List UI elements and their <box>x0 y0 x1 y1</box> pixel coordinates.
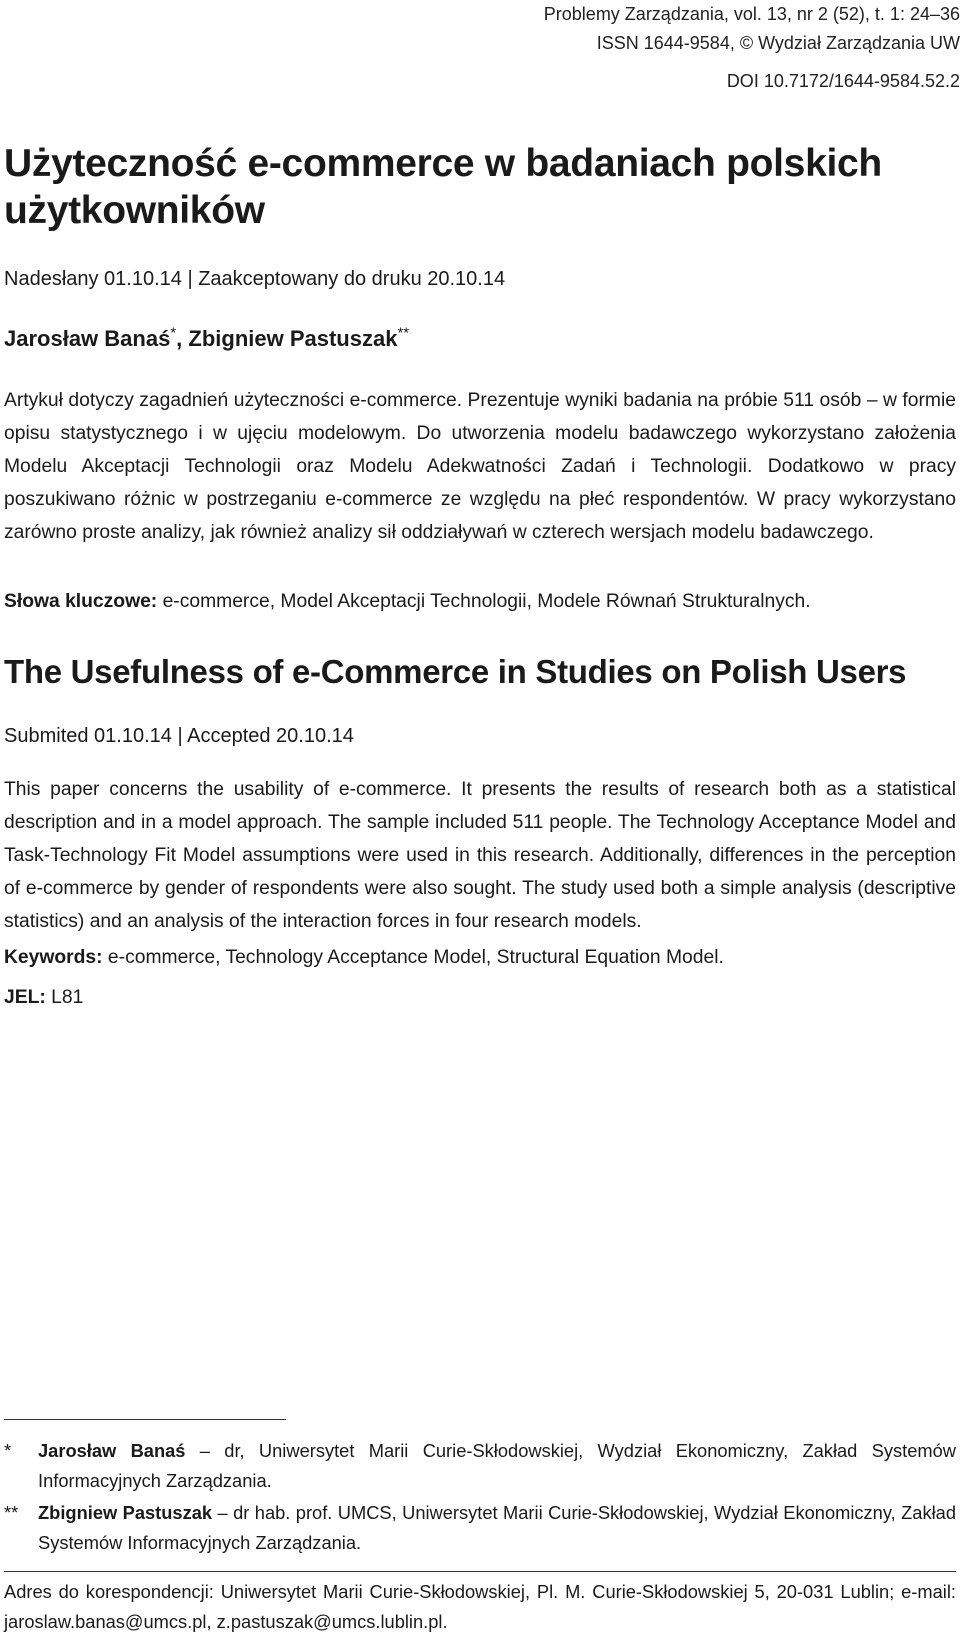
address-divider <box>4 1571 956 1572</box>
abstract-english: This paper concerns the usability of e-commerce. It presents the results of research both as a statistical description and in a model approach. The sample included 511 people. The Technology Acceptance Model and Task-Technology Fit Model assumptions were used in this research. Additionally, differences in the perception of e-commerce by gender of respondents were also sought. The study used both a simple analysis (descriptive statistics) and an analysis of the interaction forces in four research models. <box>4 779 956 932</box>
footnote-text <box>38 1498 956 1558</box>
author-banas: Jarosław Banaś <box>4 326 171 351</box>
title-english: The Usefulness of e-Commerce in Studies on Polish Users <box>4 653 907 690</box>
authors-line <box>4 324 409 354</box>
journal-citation: Problemy Zarządzania, vol. 13, nr 2 (52), t. 1: 24–36 <box>543 4 960 24</box>
keywords-polish-label: Słowa kluczowe: <box>4 591 158 612</box>
jel-value: L81 <box>45 987 84 1008</box>
footnote-mark: * <box>4 1440 12 1461</box>
jel-label: JEL: <box>4 987 46 1008</box>
correspondence-address: Adres do korespondencji: Uniwersytet Marii Curie-Skłodowskiej, Pl. M. Curie-Skłodowskiej 5, 20-031 Lublin; e-mail: jaroslaw.banas@umcs.pl, z.pastuszak@umcs.lublin.pl. <box>4 1581 956 1632</box>
footnote-banas <box>4 1436 956 1496</box>
journal-header <box>360 0 960 96</box>
footnote-divider <box>4 1419 286 1420</box>
footnote-pastuszak <box>4 1498 956 1558</box>
keywords-english-label: Keywords: <box>4 947 103 968</box>
abstract-polish: Artykuł dotyczy zagadnień użyteczności e-commerce. Prezentuje wyniki badania na próbie 511 osób – w formie opisu statystycznego i w ujęciu modelowym. Do utworzenia modelu badawczego wykorzystano założenia Modelu Akceptacji Technologii oraz Modelu Adekwatności Zadań i Technologii. Dodatkowo w pracy poszukiwano różnic w postrzeganiu e-commerce ze względu na płeć respondentów. W pracy wykorzystano zarówno proste analizy, jak również analizy sił oddziaływań w czterech wersjach modelu badawczego. <box>4 390 956 543</box>
footnote-affiliation: – dr hab. prof. UMCS, Uniwersytet Marii Curie-Skłodowskiej, Wydział Ekonomiczny, Zakład Systemów Informacyjnych Zarządzania. <box>38 1502 957 1553</box>
keywords-english-text: e-commerce, Technology Acceptance Model, Structural Equation Model. <box>102 947 724 968</box>
author-banas-mark: * <box>170 324 177 342</box>
footnote-author-name: Zbigniew Pastuszak <box>38 1502 213 1523</box>
footnote-text <box>38 1436 956 1496</box>
author-separator: , <box>176 326 189 351</box>
dates-polish: Nadesłany 01.10.14 | Zaakceptowany do druku 20.10.14 <box>4 268 506 290</box>
title-polish: Użyteczność e-commerce w badaniach polskich użytkowników <box>4 142 882 232</box>
doi-line: DOI 10.7172/1644-9584.52.2 <box>726 71 960 91</box>
journal-issn: ISSN 1644-9584, © Wydział Zarządzania UW <box>596 33 960 53</box>
jel-code <box>4 983 83 1013</box>
footnote-author-name: Jarosław Banaś <box>38 1440 186 1461</box>
keywords-polish-text: e-commerce, Model Akceptacji Technologii, Modele Równań Strukturalnych. <box>157 591 811 612</box>
keywords-english <box>4 943 956 973</box>
author-pastuszak: Zbigniew Pastuszak <box>188 326 398 351</box>
author-pastuszak-mark: ** <box>397 324 410 342</box>
keywords-polish <box>4 587 956 617</box>
footnote-affiliation: – dr, Uniwersytet Marii Curie-Skłodowskiej, Wydział Ekonomiczny, Zakład Systemów Informacyjnych Zarządzania. <box>38 1440 956 1491</box>
dates-english: Submited 01.10.14 | Accepted 20.10.14 <box>4 725 354 747</box>
footnote-mark: ** <box>4 1502 19 1523</box>
